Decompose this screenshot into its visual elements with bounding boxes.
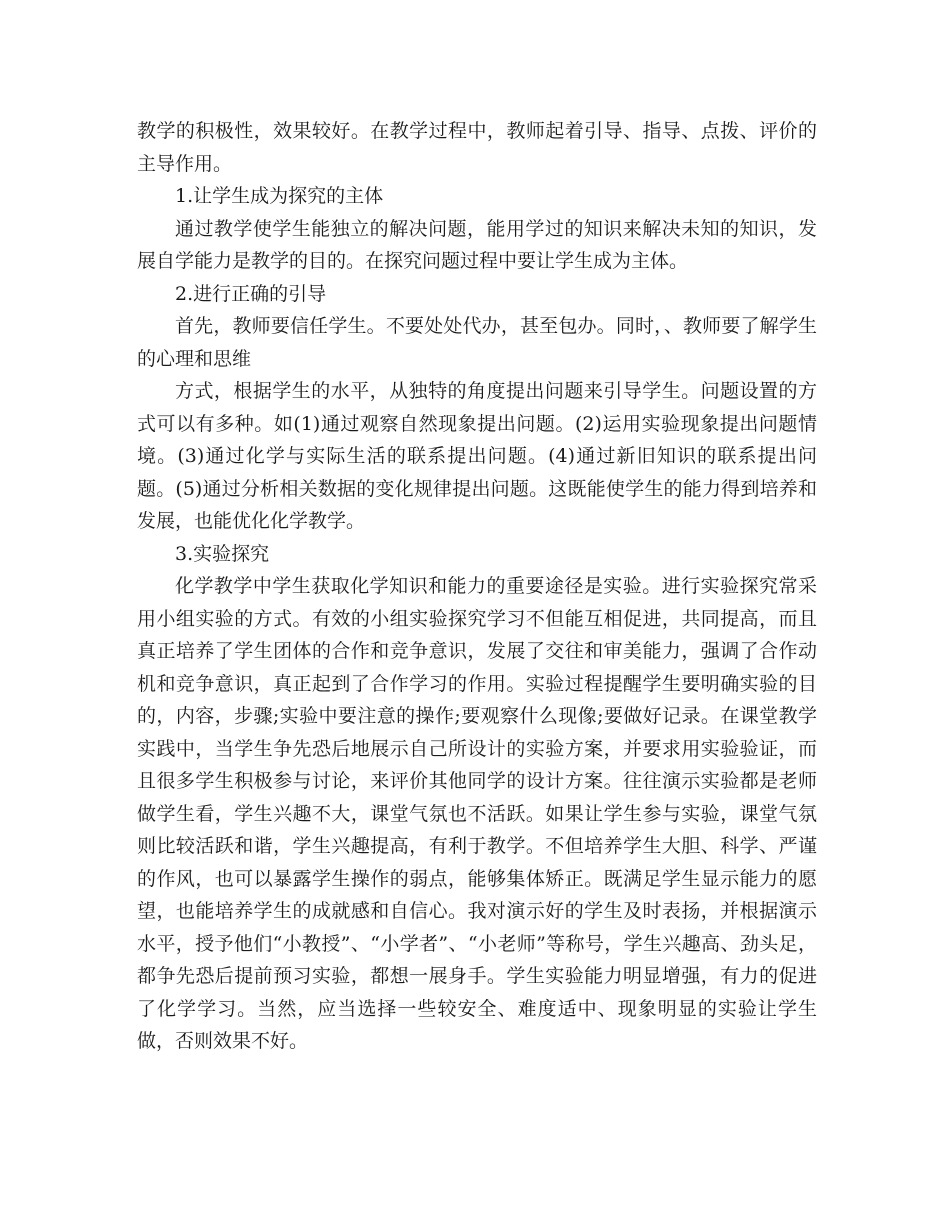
paragraph-section-1: 通过教学使学生能独立的解决问题，能用学过的知识来解决未知的知识，发展自学能力是教学的目的。在探究问题过程中要让学生成为主体。 (137, 217, 817, 272)
document-body (137, 115, 817, 1058)
paragraph-intro: 教学的积极性，效果较好。在教学过程中，教师起着引导、指导、点拨、评价的主导作用。 (137, 120, 817, 175)
section-heading-2: 2.进行正确的引导 (175, 282, 327, 305)
paragraph-section-2b: 方式，根据学生的水平，从独特的角度提出问题来引导学生。问题设置的方式可以有多种。如(1)通过观察自然现象提出问题。(2)运用实验现象提出问题情境。(3)通过化学与实际生活的联系提出问题。(4)通过新旧知识的联系提出问题。(5)通过分析相关数据的变化规律提出问题。这既能使学生的能力得到培养和发展，也能优化化学教学。 (137, 380, 817, 532)
section-heading-1: 1.让学生成为探究的主体 (175, 185, 384, 207)
section-heading-3: 3.实验探究 (175, 542, 270, 565)
paragraph-section-3: 化学教学中学生获取化学知识和能力的重要途径是实验。进行实验探究常采用小组实验的方式。有效的小组实验探究学习不但能互相促进，共同提高，而且真正培养了学生团体的合作和竞争意识，发展了交往和审美能力，强调了合作动机和竞争意识，真正起到了合作学习的作用。实验过程提醒学生要明确实验的目的，内容，步骤;实验中要注意的操作;要观察什么现像;要做好记录。在课堂教学实践中，当学生争先恐后地展示自己所设计的实验方案，并要求用实验验证，而且很多学生积极参与讨论，来评价其他同学的设计方案。往往演示实验都是老师做学生看，学生兴趣不大，课堂气氛也不活跃。如果让学生参与实验，课堂气氛则比较活跃和谐，学生兴趣提高，有利于教学。不但培养学生大胆、科学、严谨的作风，也可以暴露学生操作的弱点，能够集体矫正。既满足学生显示能力的愿望，也能培养学生的成就感和自信心。我对演示好的学生及时表扬，并根据演示水平，授予他们“小教授”、“小学者”、“小老师”等称号，学生兴趣高、劲头足，都争先恐后提前预习实验，都想一展身手。学生实验能力明显增强，有力的促进了化学学习。当然，应当选择一些较安全、难度适中、现象明显的实验让学生做，否则效果不好。 (137, 575, 817, 1052)
paragraph-section-2a: 首先，教师要信任学生。不要处处代办，甚至包办。同时，、教师要了解学生的心理和思维 (137, 315, 817, 370)
